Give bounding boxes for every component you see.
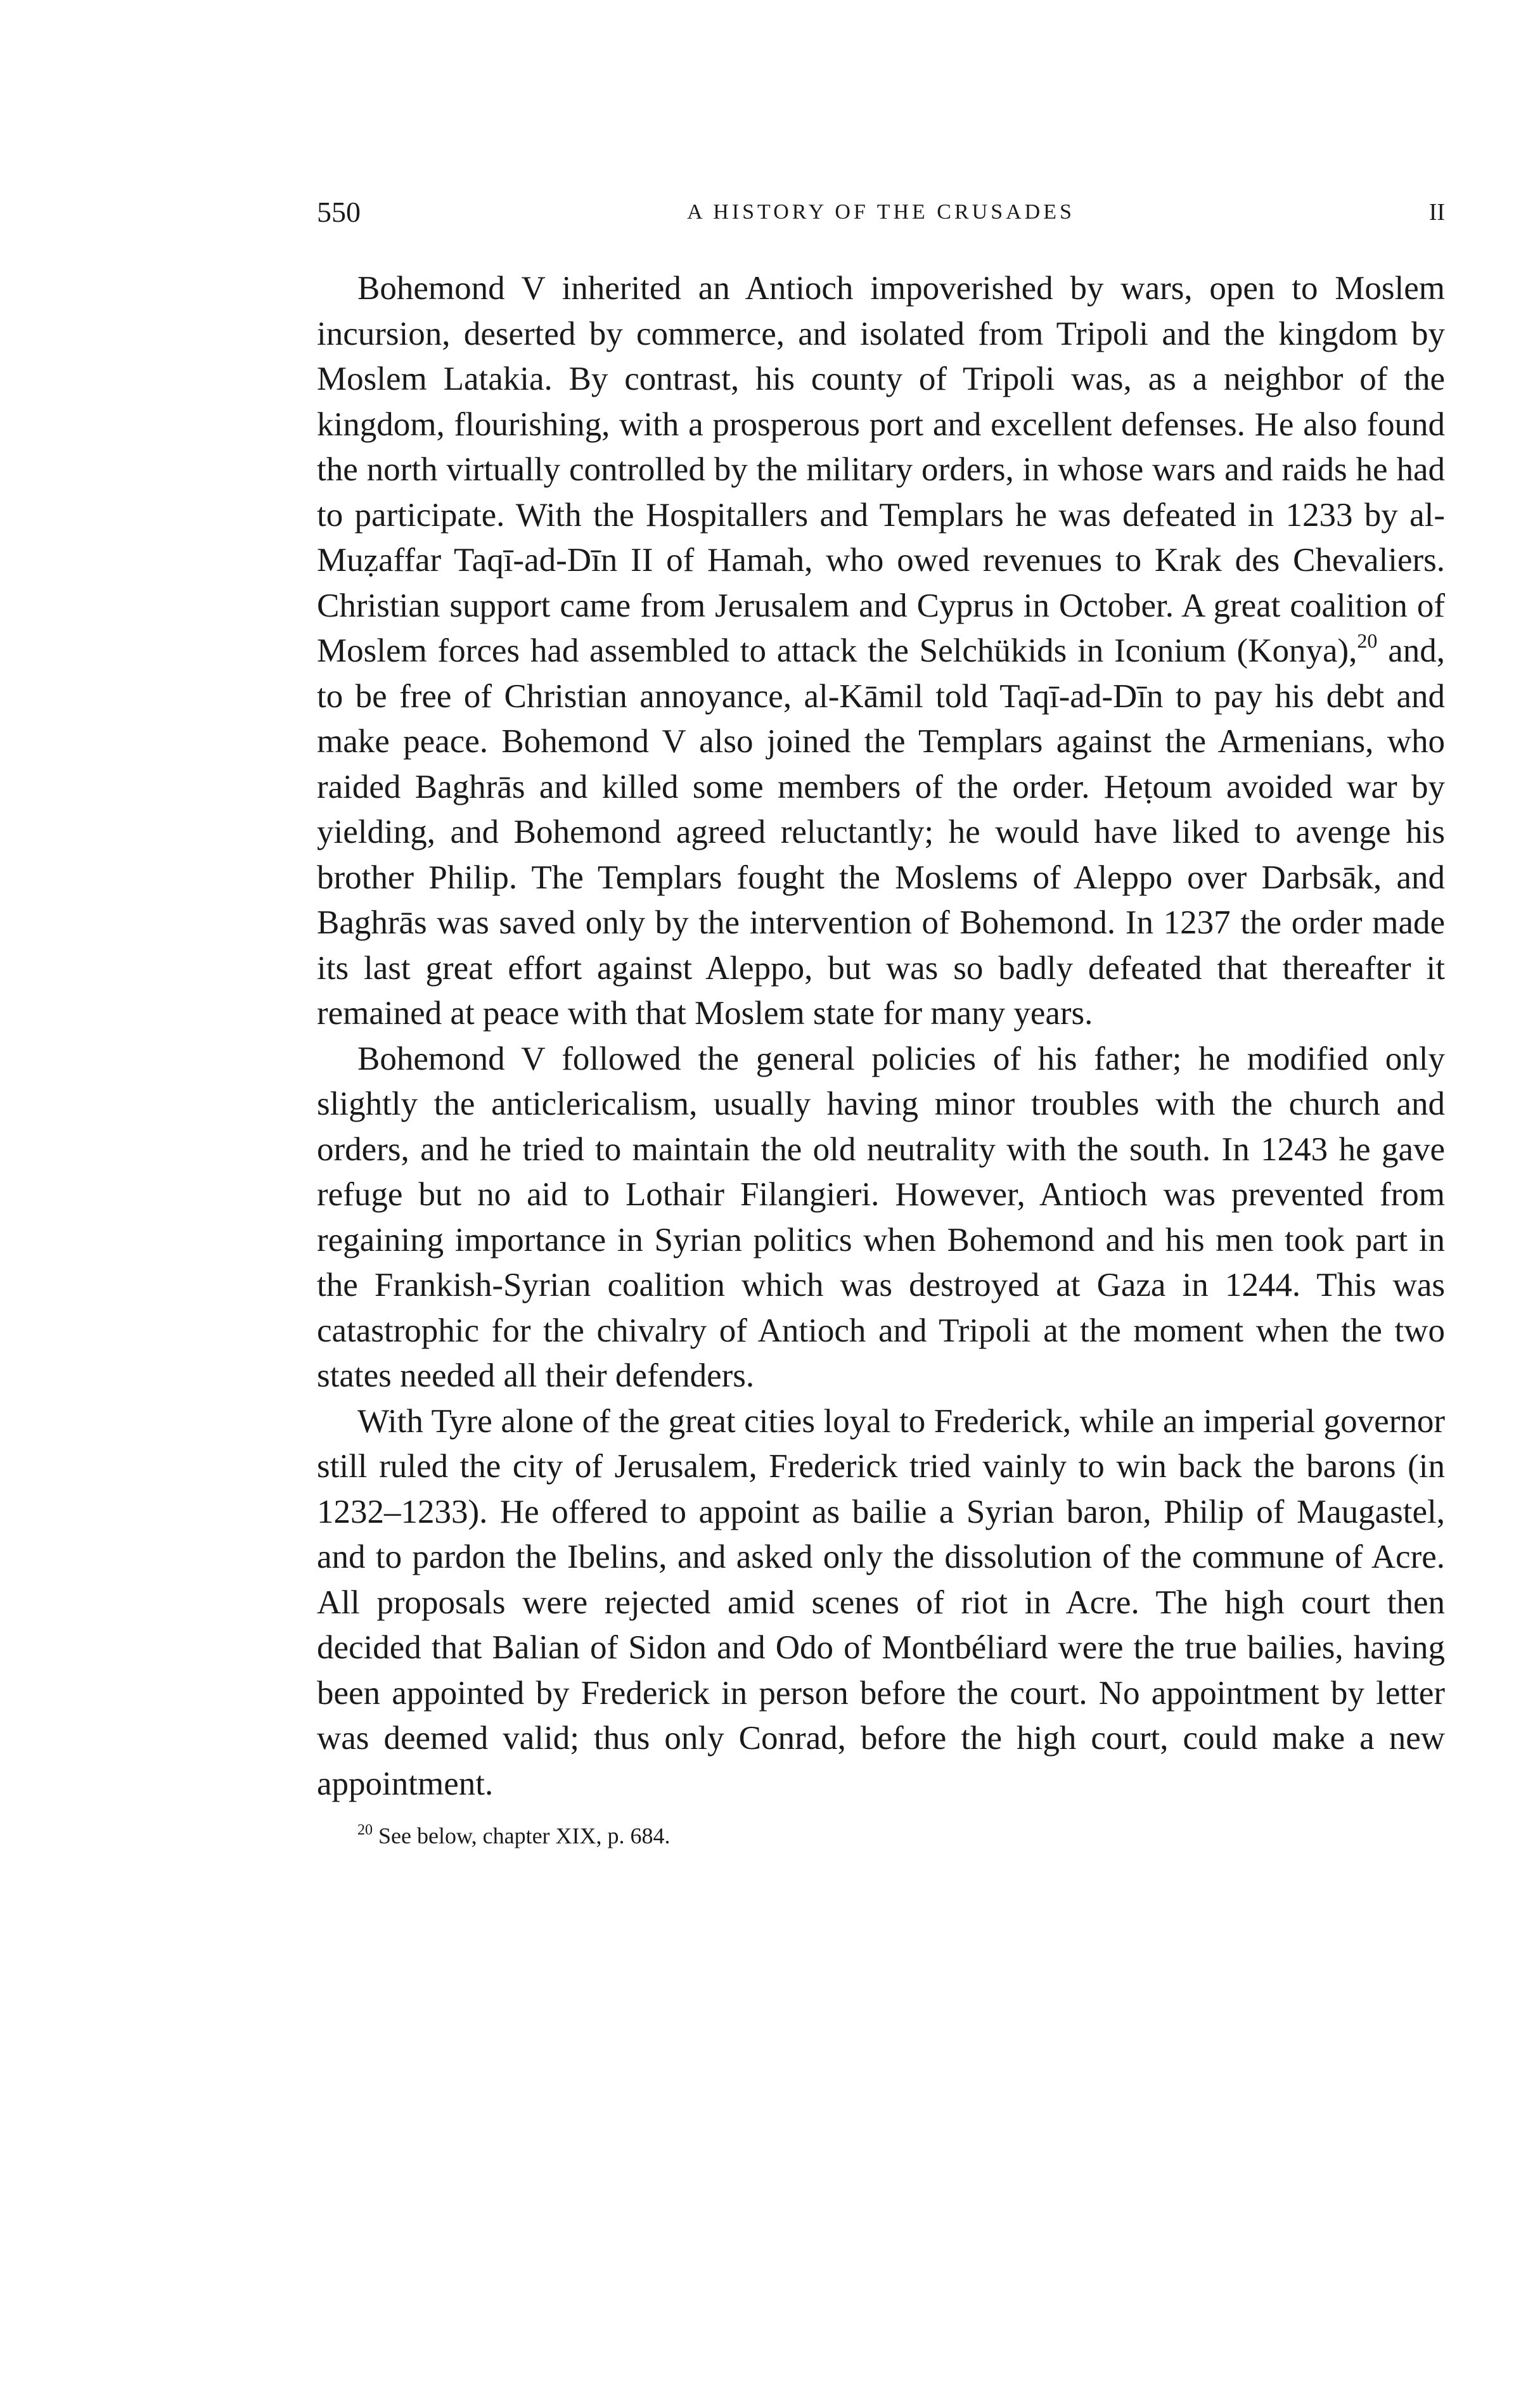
- page-number: 550: [317, 196, 361, 228]
- volume-number: II: [1428, 199, 1445, 226]
- paragraph-bohemond-inheritance: [317, 266, 1445, 1037]
- footnote-number: 20: [357, 1822, 373, 1838]
- running-title: A HISTORY OF THE CRUSADES: [687, 200, 1075, 224]
- paragraph-text: and, to be free of Christian annoyance, al-Kāmil told Taqī-ad-Dīn to pay his debt and make peace. Bohemond V also joined the Templars against the Armenians, who raided Baghrās and killed some members of the order. Heṭoum avoided war by yielding, and Bohemond agreed reluctantly; he would have liked to avenge his brother Philip. The Templars fought the Moslems of Aleppo over Darbsāk, and Baghrās was saved only by the intervention of Bohemond. In 1237 the order made its last great effort against Aleppo, but was so badly defeated that thereafter it remained at peace with that Moslem state for many years.: [317, 632, 1445, 1032]
- paragraph-text: Bohemond V followed the general policies of his father; he modified only slightly the anticlericalism, usually having minor troubles with the church and orders, and he tried to maintain the old neutrality with the south. In 1243 he gave refuge but no aid to Lothair Filangieri. However, Antioch was prevented from regaining importance in Syrian politics when Bohemond and his men took part in the Frankish-Syrian coalition which was destroyed at Gaza in 1244. This was catastrophic for the chivalry of Antioch and Tripoli at the moment when the two states needed all their defenders.: [317, 1040, 1445, 1394]
- paragraph-bohemond-policies: [317, 1037, 1445, 1399]
- body-text: [317, 266, 1445, 1851]
- footnote-text: See below, chapter XIX, p. 684.: [373, 1823, 671, 1848]
- paragraph-text: Bohemond V inherited an Antioch impoverished by wars, open to Moslem incursion, deserted by commerce, and isolated from Tripoli and the kingdom by Moslem Latakia. By contrast, his county of Tripoli was, as a neighbor of the kingdom, flourishing, with a prosperous port and excellent defenses. He also found the north virtually controlled by the military orders, in whose wars and raids he had to participate. With the Hospitallers and Templars he was defeated in 1233 by al-Muẓaffar Taqī-ad-Dīn II of Hamah, who owed revenues to Krak des Chevaliers. Christian support came from Jerusalem and Cyprus in October. A great coalition of Moslem forces had assembled to attack the Selchükids in Iconium (Konya),: [317, 270, 1445, 669]
- footnote: [317, 1821, 1445, 1851]
- paragraph-text: With Tyre alone of the great cities loyal to Frederick, while an imperial governor still ruled the city of Jerusalem, Frederick tried vainly to win back the barons (in 1232–1233). He offered to appoint as bailie a Syrian baron, Philip of Maugastel, and to pardon the Ibelins, and asked only the dissolution of the commune of Acre. All proposals were rejected amid scenes of riot in Acre. The high court then decided that Balian of Sidon and Odo of Montbéliard were the true bailies, having been appointed by Frederick in person before the court. No appointment by letter was deemed valid; thus only Conrad, before the high court, could make a new appointment.: [317, 1402, 1445, 1802]
- paragraph-tyre-frederick: [317, 1399, 1445, 1807]
- running-head: [317, 193, 1445, 231]
- footnote-reference: 20: [1357, 629, 1378, 652]
